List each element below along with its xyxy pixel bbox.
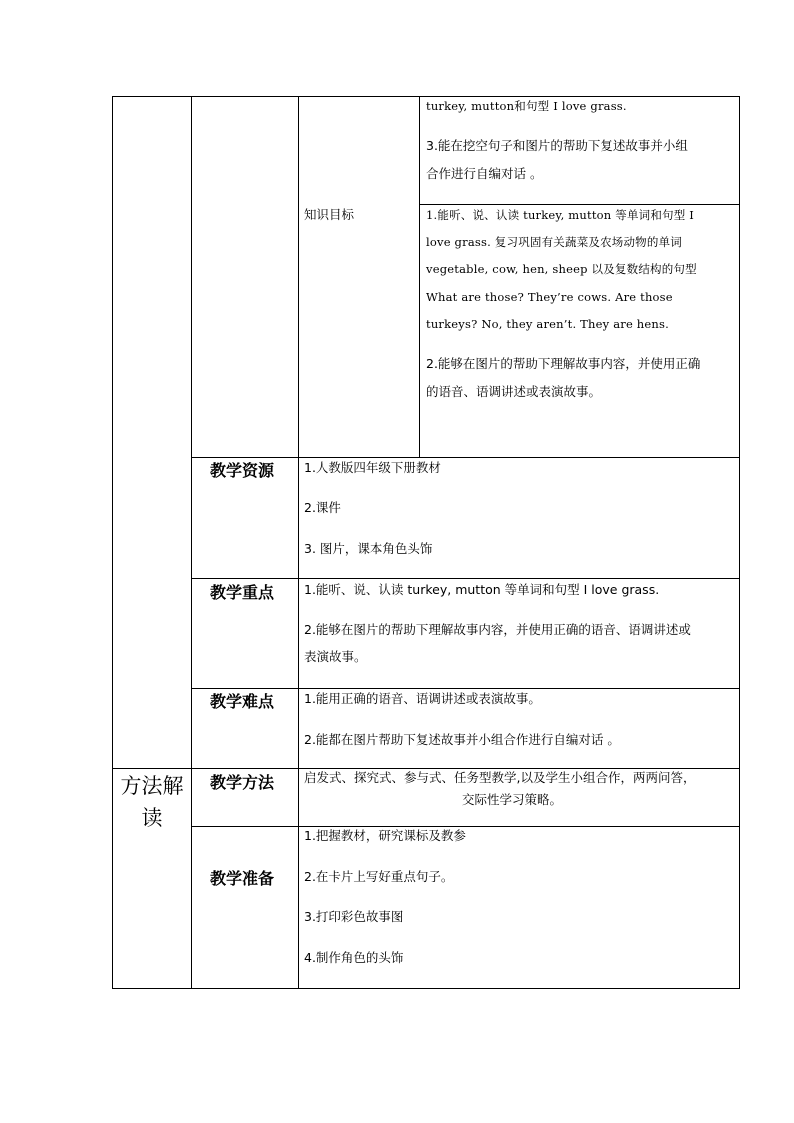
teaching-keypoints-label: 教学重点 (210, 583, 275, 602)
preparation-line-4: 4.制作角色的头饰 (304, 950, 404, 965)
knowledge-objective-label: 知识目标 (304, 207, 355, 222)
keypoints-line-2: 2.能够在图片的帮助下理解故事内容，并使用正确的语音、语调讲述或 (304, 622, 691, 637)
knowledge-line-2: love grass. 复习巩固有关蔬菜及农场动物的单词 (426, 235, 682, 249)
knowledge-line-5: turkeys? No, they aren’t. They are hens. (426, 317, 669, 331)
resources-line-3: 3. 图片，课本角色头饰 (304, 541, 433, 556)
objective-line-2: 3.能在挖空句子和图片的帮助下复述故事并小组 (426, 138, 688, 153)
teaching-preparation-label: 教学准备 (210, 869, 275, 888)
method-section-label (114, 770, 190, 834)
keypoints-line-3: 表演故事。 (304, 649, 367, 664)
row-divider-resources (191, 457, 740, 458)
resources-line-1: 1.人教版四年级下册教材 (304, 460, 441, 475)
keypoints-line-1: 1.能听、说、认读 turkey, mutton 等单词和句型 I love grass. (304, 582, 660, 597)
teaching-resources-label: 教学资源 (210, 461, 275, 480)
preparation-line-3: 3.打印彩色故事图 (304, 909, 404, 924)
preparation-line-1: 1.把握教材，研究课标及教参 (304, 828, 466, 843)
method-section-label-line-1: 方法解 (120, 774, 184, 798)
column-divider-3 (419, 96, 420, 457)
table-border-bottom (112, 988, 740, 989)
difficulties-line-1: 1.能用正确的语音、语调讲述或表演故事。 (304, 691, 541, 706)
preparation-line-2: 2.在卡片上写好重点句子。 (304, 869, 454, 884)
method-section-label-line-2: 读 (141, 806, 163, 830)
table-border-right (739, 96, 740, 989)
knowledge-line-7: 的语音、语调讲述或表演故事。 (426, 384, 602, 399)
difficulties-line-2: 2.能都在图片帮助下复述故事并小组合作进行自编对话 。 (304, 732, 620, 747)
methods-line-1: 启发式、探究式、参与式、任务型教学,以及学生小组合作，两两问答， (304, 770, 696, 785)
knowledge-line-4: What are those? They’re cows. Are those (426, 290, 673, 304)
table-border-left (112, 96, 113, 989)
methods-line-2: 交际性学习策略。 (462, 792, 563, 807)
resources-line-2: 2.课件 (304, 500, 341, 515)
column-divider-2 (298, 96, 299, 989)
knowledge-line-6: 2.能够在图片的帮助下理解故事内容，并使用正确 (426, 356, 701, 371)
column-divider-1 (191, 96, 192, 989)
teaching-methods-label: 教学方法 (210, 773, 275, 792)
objective-line-1: turkey, mutton和句型 I love grass. (426, 99, 627, 113)
objective-line-3: 合作进行自编对话 。 (426, 166, 543, 181)
knowledge-line-3: vegetable, cow, hen, sheep 以及复数结构的句型 (426, 262, 697, 276)
knowledge-line-1: 1.能听、说、认读 turkey, mutton 等单词和句型 I (426, 208, 695, 222)
teaching-difficulties-label: 教学难点 (210, 692, 275, 711)
